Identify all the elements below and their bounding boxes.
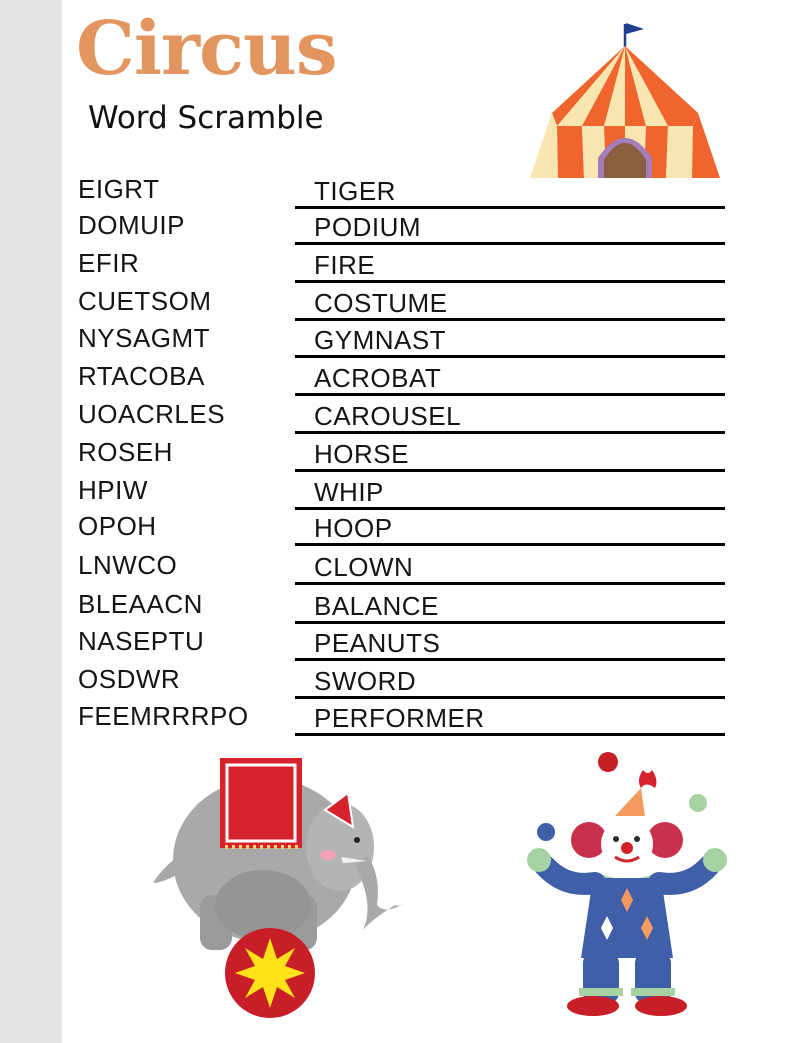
word-row	[0, 552, 794, 590]
elephant-on-ball-icon	[145, 755, 415, 1025]
scrambled-word: EIGRT	[78, 174, 160, 204]
answer-word: SWORD	[314, 666, 417, 696]
answer-line	[295, 206, 725, 209]
answer-word: CLOWN	[314, 552, 414, 582]
answer-word: CAROUSEL	[314, 401, 462, 431]
answer-word: PODIUM	[314, 212, 421, 242]
scrambled-word: LNWCO	[78, 550, 178, 580]
answer-word: GYMNAST	[314, 325, 447, 355]
word-row	[0, 439, 794, 477]
answer-line	[295, 242, 725, 245]
word-row	[0, 288, 794, 326]
answer-line	[295, 696, 725, 699]
word-row	[0, 591, 794, 629]
answer-line	[295, 621, 725, 624]
scrambled-word: OSDWR	[78, 664, 181, 694]
word-row	[0, 212, 794, 250]
word-row	[0, 401, 794, 439]
answer-word: PERFORMER	[314, 703, 485, 733]
word-row	[0, 666, 794, 704]
answer-line	[295, 582, 725, 585]
juggling-clown-icon	[515, 748, 730, 1023]
circus-tent-icon	[522, 18, 727, 183]
scrambled-word: RTACOBA	[78, 361, 205, 391]
page-title: Circus	[76, 6, 337, 92]
answer-line	[295, 507, 725, 510]
scrambled-word: NASEPTU	[78, 626, 205, 656]
answer-line	[295, 431, 725, 434]
word-row	[0, 325, 794, 363]
word-row	[0, 363, 794, 401]
answer-word: COSTUME	[314, 288, 448, 318]
answer-word: ACROBAT	[314, 363, 442, 393]
answer-word: TIGER	[314, 176, 396, 206]
scrambled-word: UOACRLES	[78, 399, 226, 429]
scrambled-word: DOMUIP	[78, 210, 185, 240]
scrambled-word: BLEAACN	[78, 589, 203, 619]
answer-line	[295, 469, 725, 472]
answer-word: FIRE	[314, 250, 376, 280]
answer-word: PEANUTS	[314, 628, 441, 658]
answer-line	[295, 393, 725, 396]
answer-line	[295, 543, 725, 546]
word-row	[0, 628, 794, 666]
scrambled-word: OPOH	[78, 511, 157, 541]
page-subtitle: Word Scramble	[88, 100, 324, 136]
word-row	[0, 513, 794, 551]
answer-word: WHIP	[314, 477, 384, 507]
scrambled-word: HPIW	[78, 475, 148, 505]
scrambled-word: CUETSOM	[78, 286, 212, 316]
scrambled-word: ROSEH	[78, 437, 173, 467]
answer-line	[295, 355, 725, 358]
answer-line	[295, 318, 725, 321]
answer-line	[295, 658, 725, 661]
answer-line	[295, 280, 725, 283]
word-row	[0, 703, 794, 741]
word-row	[0, 250, 794, 288]
word-row	[0, 477, 794, 515]
scrambled-word: NYSAGMT	[78, 323, 211, 353]
scrambled-word: EFIR	[78, 248, 140, 278]
answer-word: HOOP	[314, 513, 393, 543]
word-row	[0, 176, 794, 214]
scrambled-word: FEEMRRRPO	[78, 701, 249, 731]
answer-line	[295, 733, 725, 736]
answer-word: BALANCE	[314, 591, 439, 621]
answer-word: HORSE	[314, 439, 409, 469]
